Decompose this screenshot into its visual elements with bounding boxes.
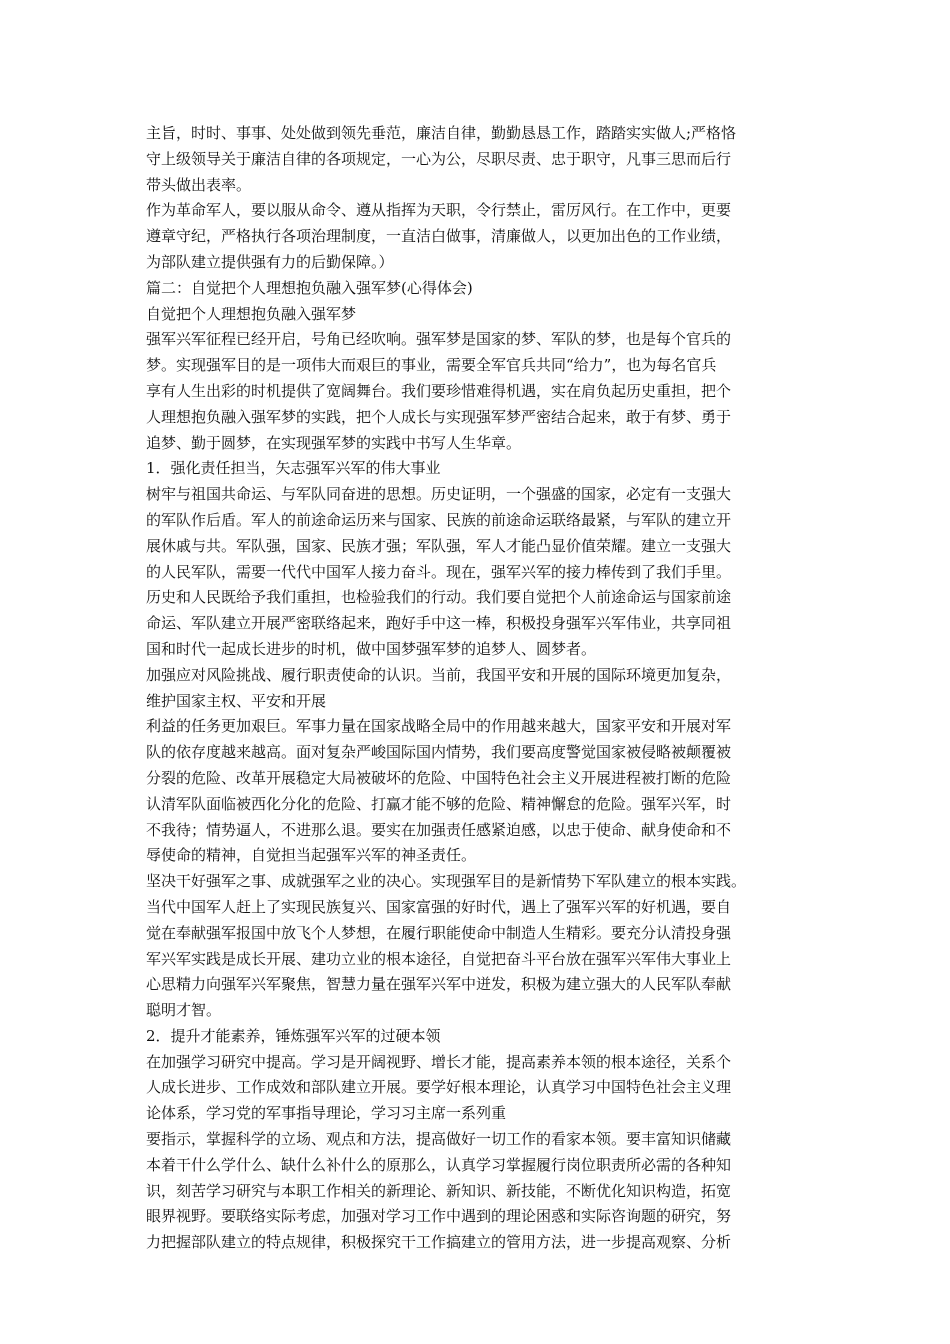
text-line: 眼界视野。要联络实际考虑，加强对学习工作中遇到的理论困惑和实际咨询题的研究，努	[146, 1207, 732, 1226]
text-line: 聪明才智。	[146, 1001, 222, 1020]
text-line: 人成长进步、工作成效和部队建立开展。要学好根本理论，认真学习中国特色社会主义理	[146, 1078, 732, 1097]
text-line: 命运、军队建立开展严密联络起来，跑好手中这一棒，积极投身强军兴军伟业，共享同祖	[146, 614, 732, 633]
text-line: 力把握部队建立的特点规律，积极探究干工作搞建立的管用方法，进一步提高观察、分析	[146, 1233, 732, 1252]
text-line: 守上级领导关于廉洁自律的各项规定，一心为公，尽职尽责、忠于职守，凡事三思而后行	[146, 149, 732, 168]
text-line: 展休戚与共。军队强，国家、民族才强；军队强，军人才能凸显价值荣耀。建立一支强大	[146, 536, 732, 555]
subsection-heading: 2．提升才能素养，锤炼强军兴军的过硬本领	[146, 1026, 441, 1045]
subsection-heading: 1．强化责任担当，矢志强军兴军的伟大事业	[146, 459, 441, 478]
text-line: 在加强学习研究中提高。学习是开阔视野、增长才能，提高素养本领的根本途径，关系个	[146, 1052, 732, 1071]
text-line: 要指示，掌握科学的立场、观点和方法，提高做好一切工作的看家本领。要丰富知识储藏	[146, 1130, 732, 1149]
text-line: 追梦、勤于圆梦，在实现强军梦的实践中书写人生华章。	[146, 433, 522, 452]
text-line: 分裂的危险、改革开展稳定大局被破坏的危险、中国特色社会主义开展进程被打断的危险	[146, 768, 732, 787]
text-line: 强军兴军征程已经开启，号角已经吹响。强军梦是国家的梦、军队的梦，也是每个官兵的	[146, 330, 732, 349]
text-line: 国和时代一起成长进步的时机，做中国梦强军梦的追梦人、圆梦者。	[146, 639, 597, 658]
text-line: 作为革命军人，要以服从命令、遵从指挥为天职，令行禁止，雷厉风行。在工作中，更要	[146, 201, 732, 220]
text-line: 论体系，学习党的军事指导理论，学习习主席一系列重	[146, 1104, 507, 1123]
text-line: 识，刻苦学习研究与本职工作相关的新理论、新知识、新技能，不断优化知识构造，拓宽	[146, 1181, 732, 1200]
text-line: 享有人生出彩的时机提供了宽阔舞台。我们要珍惜难得机遇，实在肩负起历史重担，把个	[146, 381, 732, 400]
text-line: 遵章守纪，严格执行各项治理制度，一直洁白做事，清廉做人，以更加出色的工作业绩，	[146, 227, 732, 246]
article-title: 自觉把个人理想抱负融入强军梦	[146, 304, 357, 323]
text-line: 当代中国军人赶上了实现民族复兴、国家富强的好时代，遇上了强军兴军的好机遇，要自	[146, 897, 732, 916]
section-heading: 篇二：自觉把个人理想抱负融入强军梦(心得体会)	[146, 278, 473, 297]
text-line: 利益的任务更加艰巨。军事力量在国家战略全局中的作用越来越大，国家平安和开展对军	[146, 717, 732, 736]
text-line: 树牢与祖国共命运、与军队同奋进的思想。历史证明，一个强盛的国家，必定有一支强大	[146, 485, 732, 504]
text-line: 的军队作后盾。军人的前途命运历来与国家、民族的前途命运联络最紧，与军队的建立开	[146, 510, 732, 529]
text-line: 为部队建立提供强有力的后勤保障。）	[146, 252, 394, 271]
text-line: 历史和人民既给予我们重担，也检验我们的行动。我们要自觉把个人前途命运与国家前途	[146, 588, 732, 607]
text-line: 的人民军队，需要一代代中国军人接力奋斗。现在，强军兴军的接力棒传到了我们手里。	[146, 562, 732, 581]
text-line: 人理想抱负融入强军梦的实践，把个人成长与实现强军梦严密结合起来，敢于有梦、勇于	[146, 407, 732, 426]
text-line: 维护国家主权、平安和开展	[146, 691, 327, 710]
text-line: 不我待；情势逼人，不进那么退。要实在加强责任感紧迫感，以忠于使命、献身使命和不	[146, 820, 732, 839]
text-line: 带头做出表率。	[146, 175, 252, 194]
text-line: 坚决干好强军之事、成就强军之业的决心。实现强军目的是新情势下军队建立的根本实践。	[146, 872, 747, 891]
text-line: 辱使命的精神，自觉担当起强军兴军的神圣责任。	[146, 846, 477, 865]
text-line: 主旨，时时、事事、处处做到领先垂范，廉洁自律，勤勤恳恳工作，踏踏实实做人;严格恪	[146, 124, 737, 142]
text-line: 认清军队面临被西化分化的危险、打赢才能不够的危险、精神懈怠的危险。强军兴军，时	[146, 794, 732, 813]
text-line: 本着干什么学什么、缺什么补什么的原那么，认真学习掌握履行岗位职责所必需的各种知	[146, 1155, 732, 1174]
text-line: 加强应对风险挑战、履行职责使命的认识。当前，我国平安和开展的国际环境更加复杂，	[146, 665, 732, 684]
text-line: 军兴军实践是成长开展、建功立业的根本途径，自觉把奋斗平台放在强军兴军伟大事业上	[146, 949, 732, 968]
text-line: 觉在奉献强军报国中放飞个人梦想，在履行职能使命中制造人生精彩。要充分认清投身强	[146, 923, 732, 942]
text-line: 队的依存度越来越高。面对复杂严峻国际国内情势，我们要高度警觉国家被侵略被颠覆被	[146, 743, 732, 762]
text-line: 梦。实现强军目的是一项伟大而艰巨的事业，需要全军官兵共同“给力”，也为每名官兵	[146, 356, 717, 375]
document-body	[146, 121, 810, 1256]
text-line: 心思精力向强军兴军聚焦，智慧力量在强军兴军中迸发，积极为建立强大的人民军队奉献	[146, 975, 732, 994]
